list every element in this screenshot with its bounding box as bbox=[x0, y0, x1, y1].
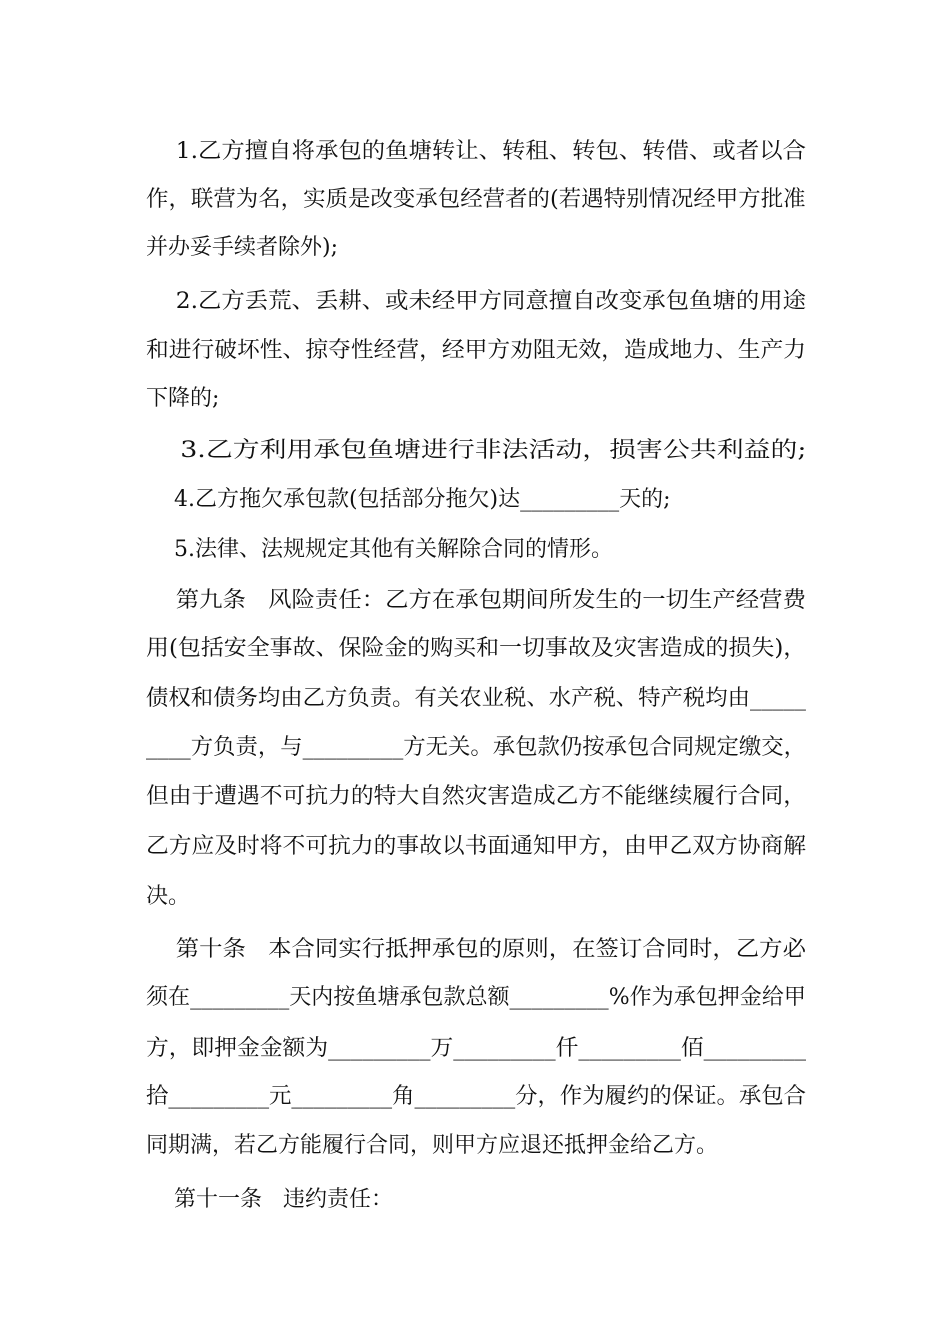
clause-8-item-2-line-1: 2.乙方丢荒、丢耕、或未经甲方同意擅自改变承包鱼塘的用途 bbox=[146, 289, 806, 314]
clause-10-line-2: 须在_________天内按鱼塘承包款总额_________%作为承包押金给甲 bbox=[146, 985, 806, 1010]
clause-10-line-1: 第十条 本合同实行抵押承包的原则，在签订合同时，乙方必 bbox=[146, 937, 806, 962]
clause-10-line-3: 方，即押金金额为_________万_________仟_________佰_________ bbox=[146, 1036, 807, 1061]
clause-9-line-6: 乙方应及时将不可抗力的事故以书面通知甲方，由甲乙双方协商解 bbox=[146, 834, 807, 859]
clause-9-line-3: 债权和债务均由乙方负责。有关农业税、水产税、特产税均由_____ bbox=[146, 686, 806, 711]
clause-9-line-2: 用(包括安全事故、保险金的购买和一切事故及灾害造成的损失)， bbox=[146, 636, 807, 661]
clause-8-item-2-line-2: 和进行破坏性、掠夺性经营，经甲方劝阻无效，造成地力、生产力 bbox=[146, 338, 807, 363]
clause-9-line-5: 但由于遭遇不可抗力的特大自然灾害造成乙方不能继续履行合同， bbox=[146, 784, 807, 809]
clause-8-item-3: 3.乙方利用承包鱼塘进行非法活动，损害公共利益的; bbox=[146, 438, 807, 463]
clause-9-line-4: ____方负责，与_________方无关。承包款仍按承包合同规定缴交， bbox=[146, 735, 806, 760]
clause-8-item-1-line-3: 并办妥手续者除外); bbox=[146, 235, 338, 260]
clause-11-heading: 第十一条 违约责任： bbox=[146, 1187, 393, 1212]
clause-8-item-4: 4.乙方拖欠承包款(包括部分拖欠)达_________天的; bbox=[146, 487, 671, 512]
clause-8-item-5: 5.法律、法规规定其他有关解除合同的情形。 bbox=[146, 537, 613, 562]
clause-8-item-1-line-1: 1.乙方擅自将承包的鱼塘转让、转租、转包、转借、或者以合 bbox=[146, 139, 806, 164]
clause-8-item-2-line-3: 下降的; bbox=[146, 386, 220, 411]
clause-9-line-1: 第九条 风险责任：乙方在承包期间所发生的一切生产经营费 bbox=[146, 588, 806, 613]
clause-9-line-7: 决。 bbox=[146, 884, 191, 909]
clause-10-line-4: 拾_________元_________角_________分，作为履约的保证。承包合 bbox=[146, 1084, 806, 1109]
clause-8-item-1-line-2: 作，联营为名，实质是改变承包经营者的(若遇特别情况经甲方批准 bbox=[146, 187, 806, 212]
clause-10-line-5: 同期满，若乙方能履行合同，则甲方应退还抵押金给乙方。 bbox=[146, 1133, 719, 1158]
